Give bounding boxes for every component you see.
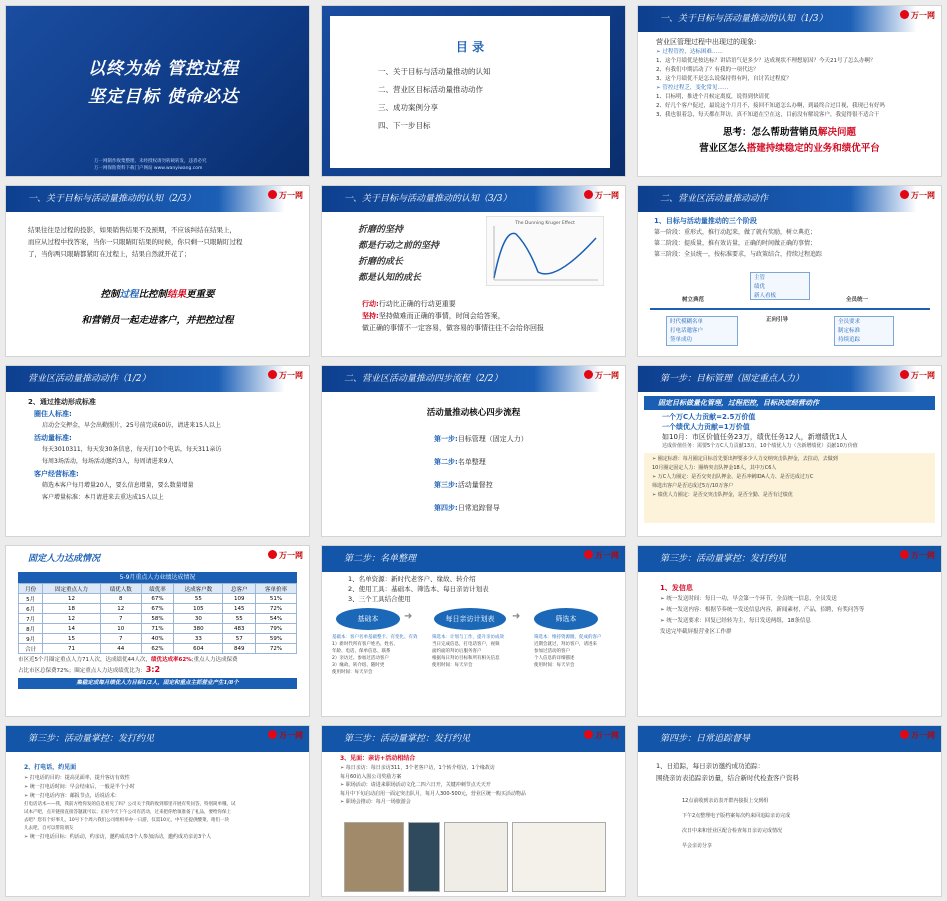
group-text: 客户增量标准：本月请进来去重达成15人以上 — [42, 494, 164, 501]
table-cell: 合计 — [19, 644, 43, 654]
track-item: 围绕亲访表追踪亲访量，结合新时代检查客户资料 — [656, 774, 799, 782]
track-note: 12点前收到亲访表开群内接报上交到组 — [682, 798, 769, 804]
call-rule: ➢ 统一打电话内容：邮报节点，话说话术： — [24, 793, 120, 799]
table-cell: 72% — [256, 644, 297, 654]
table-cell: 10 — [100, 624, 141, 634]
svg-text:The Dunning Kruger Effect: The Dunning Kruger Effect — [515, 221, 575, 226]
slide-header: 第三步：活动量掌控：发打约见 — [6, 726, 309, 752]
value-line: 一个万C人力贡献=2.5万价值 — [662, 413, 756, 421]
slide-header: 第四步：日常追踪督导 — [638, 726, 941, 752]
table-cell: 55 — [223, 614, 256, 624]
slide-name-list[interactable] — [321, 545, 626, 717]
logo-icon — [584, 730, 593, 739]
table-cell: 604 — [174, 644, 223, 654]
activity-photo — [408, 822, 440, 892]
meet-rule: ➢ 职场会推动：每月一场旅游会 — [340, 799, 411, 805]
table-row — [19, 604, 297, 614]
timeline-line — [650, 308, 930, 310]
cover-title-2: 坚定目标 使命必达 — [88, 87, 239, 107]
toc-item[interactable]: 一、关于目标与活动量推动的认知 — [378, 67, 491, 76]
slide-phone-calls[interactable] — [5, 725, 310, 897]
slide-toc[interactable] — [321, 5, 626, 177]
problem-line: 3、这个月绩优不是怎么说保持得有吗，自讨苦过程度？ — [656, 76, 792, 82]
slide-header: 第三步：活动量掌控：发打约见 — [322, 726, 625, 752]
brand-logo: 万一网 — [900, 190, 935, 201]
group-title: 圈住人标准: — [34, 410, 72, 418]
stage-label: 正向引导 — [766, 317, 789, 323]
toc-panel — [330, 16, 610, 168]
group-text: 每周3场活动，每场活动邀约3人，每周请进来9人 — [42, 458, 174, 465]
call-rule: ➢ 打电话的目的：提高见面率，提升客访有效性 — [24, 775, 130, 781]
send-rule: 发送完毕截屏报营业区工作群 — [660, 629, 732, 635]
result-band: 集稳定成每月绩优人力目标1/2人，固定和重点主抓营业产生1/8个 — [18, 678, 297, 689]
result-note: 市区近5个月圈定重点人力71人次，达成绩优44人次，绩优达成率62%;重点人力达成保费 — [18, 657, 238, 663]
table-cell: 44 — [100, 644, 141, 654]
slide-header: 一、关于目标与活动量推动的认知（1/3） — [638, 6, 941, 32]
section-heading: 1、发信息 — [660, 584, 693, 592]
toc-item[interactable]: 四、下一步目标 — [378, 121, 431, 130]
stage-label: 全员统一 — [846, 297, 869, 303]
para-line: 结果往往是过程的投影，如果销售结果不及预期，不应该纠结在结果上， — [28, 226, 236, 234]
manpower-table — [18, 583, 297, 654]
logo-icon — [268, 190, 277, 199]
name-item: 3、三个工具结合使用 — [348, 595, 411, 603]
hand-line: 折磨的坚持 — [358, 225, 404, 235]
brand-logo: 万一网 — [584, 730, 619, 741]
table-cell: 33 — [174, 634, 223, 644]
brand-logo: 万一网 — [268, 190, 303, 201]
slide-cognition-3[interactable] — [321, 185, 626, 357]
name-item: 2、使用工具：基础本、筛选本、每日亲访计划表 — [348, 585, 489, 593]
brand-logo: 万一网 — [268, 730, 303, 741]
table-cell: 5月 — [19, 594, 43, 604]
table-cell: 7 — [100, 634, 141, 644]
slide-three-stages[interactable] — [637, 185, 942, 357]
table-cell: 51% — [256, 594, 297, 604]
toc-list — [378, 63, 610, 135]
slide-send-messages[interactable] — [637, 545, 942, 717]
stages-heading: 1、目标与活动量推动的三个阶段 — [654, 217, 757, 225]
tool-filter-book[interactable]: 筛选本 — [534, 608, 598, 630]
table-row — [19, 624, 297, 634]
value-line: 一个绩优人力贡献=1万价值 — [662, 423, 750, 431]
para-line: 了，当你两只眼睛都紧盯在过程上，结果自然就开花了； — [28, 250, 191, 258]
call-script: 儿去吧，自可以带陪朋友 — [24, 826, 74, 831]
table-cell: 7月 — [19, 614, 43, 624]
criteria-line: ➢ 万C人力圈定：是否交突击队押金、是否冲刺IDA人力、是否达成过万C — [652, 474, 814, 480]
table-header-cell: 月份 — [19, 584, 43, 594]
table-row — [19, 614, 297, 624]
brand-logo: 万一网 — [584, 190, 619, 201]
slide-header: 第三步：活动量掌控：发打约见 — [638, 546, 941, 572]
slide-grid — [5, 5, 942, 896]
send-rule: ➢ 统一发送要求：回复已经转为主，每日发送两组，18条信息 — [660, 618, 811, 624]
brand-logo: 万一网 — [900, 10, 935, 21]
table-cell: 72% — [256, 604, 297, 614]
group-title: 活动量标准: — [34, 434, 72, 442]
step-item[interactable]: 第四步:日常追踪督导 — [434, 504, 500, 512]
group-text: 筛选本客户每月增量20人，要么信息增量，要么数量增量 — [42, 482, 194, 489]
table-cell: 6月 — [19, 604, 43, 614]
call-script: 试本产吧，点开链接直接答题就可以；正好今天下午公司有活动，过来把你给领准备了礼品，要给你保上 — [24, 810, 231, 815]
persist-line-2: 做正确的事情不一定容易，做容易的事情往往不会给你回报 — [362, 324, 544, 332]
quote-2: 和营销员一起走进客户，并把控过程 — [81, 315, 234, 326]
slide-header: 营业区活动量推动动作（1/2） — [6, 366, 309, 392]
table-cell: 30 — [174, 614, 223, 624]
toc-heading: 目 录 — [455, 40, 485, 54]
slide-daily-tracking[interactable] — [637, 725, 942, 897]
table-cell: 67% — [141, 594, 174, 604]
problem-line: 1、这个月绩优是按达标？讲话语气是多少？达成现状不理想原因？今天21号了怎么办啊？ — [656, 58, 876, 64]
product-photo — [444, 822, 508, 892]
slide-four-steps[interactable] — [321, 365, 626, 537]
table-cell: 145 — [223, 604, 256, 614]
section-heading: 2、打电话，约见面 — [24, 764, 77, 771]
cover-footer-2: 万一网保险资料下载门户网站 www.wanyiwang.com — [94, 166, 203, 171]
table-cell: 14 — [43, 624, 101, 634]
group-text: 启动会交押金，早会出勤照片，25号前完成60访，请进来15人以上 — [42, 422, 221, 429]
criteria-box — [644, 453, 935, 523]
phase-line: 第一阶段：重形式，推行动起来，做了就有奖励，树立典范； — [654, 229, 817, 236]
toc-item[interactable]: 三、成功案例分享 — [378, 103, 438, 112]
stage-mid-box: 主管 绩优 新人看板 — [750, 272, 810, 300]
table-cell: 67% — [141, 604, 174, 614]
table-cell: 58% — [141, 614, 174, 624]
table-row — [19, 634, 297, 644]
logo-icon — [900, 730, 909, 739]
hand-line: 折磨的成长 — [358, 257, 404, 267]
table-header-cell: 客单价率 — [256, 584, 297, 594]
table-header-cell: 绩优率 — [141, 584, 174, 594]
value-line: 如10月：市区价值任务23万，绩优任务12人，新增绩优1人 — [662, 433, 848, 441]
brand-logo: 万一网 — [900, 550, 935, 561]
step-item[interactable]: 第一步:目标管理（固定人力） — [434, 435, 528, 443]
product-photo — [512, 822, 606, 892]
step-item[interactable]: 第二步:名单整理 — [434, 458, 486, 466]
table-cell: 483 — [223, 624, 256, 634]
quote-1: 控制过程比控制结果更重要 — [100, 289, 215, 300]
call-rule: ➢ 统一打电话目标：约活动，约亲访，邀约成功3个人参加活动，邀约成功亲访3个人 — [24, 834, 212, 840]
table-cell: 55 — [174, 594, 223, 604]
track-note: 下午2点整理电子版档案每次约来回追踪亲访完成 — [682, 813, 791, 819]
steps-title: 活动量推动核心四步流程 — [426, 408, 521, 418]
value-line: 达成价值任务：需要5个万C人力贡献13万，10个绩优人力（含新增绩优）贡献10万价值 — [662, 443, 858, 449]
table-cell: 380 — [174, 624, 223, 634]
phase-line: 第三阶段：全员统一，按标准要求，与政策结合，持续过程追踪 — [654, 251, 823, 258]
step-item[interactable]: 第三步:活动量督控 — [434, 481, 493, 489]
tag-1: ➢ 过程管控，达标困难…… — [656, 49, 723, 55]
slide-fixed-manpower[interactable] — [5, 545, 310, 717]
arrow-icon: ➜ — [404, 612, 413, 621]
brand-logo: 万一网 — [268, 370, 303, 381]
activity-photo — [344, 822, 404, 892]
meet-rule: ➢ 每日亲访：每日亲访311，3个老客户访，1个转介绍访，1个缘故访 — [340, 765, 495, 771]
slide-header: 二、营业区活动量推动动作 — [638, 186, 941, 212]
toc-item[interactable]: 二、营业区目标活动量推动动作 — [378, 85, 483, 94]
tool-daily-plan[interactable]: 每日亲访计划表 — [434, 608, 506, 630]
table-header-cell: 达成客户数 — [174, 584, 223, 594]
table-cell: 40% — [141, 634, 174, 644]
table-cell: 15 — [43, 634, 101, 644]
meet-rule: 每月中下旬启动启用一面定突击队月，每月人300-500元，营业区统一购买活动物品 — [340, 790, 526, 797]
brand-logo: 万一网 — [584, 370, 619, 381]
problem-line: 1、目标明，推进个月候定离度，说得到快请优 — [656, 94, 770, 100]
section-heading: 3、见面：亲访+活动相结合 — [340, 755, 416, 762]
criteria-line: 筛选出客户是否达成过5万/10万客户 — [652, 483, 734, 489]
slide-standards[interactable] — [5, 365, 310, 537]
table-cell: 8 — [100, 594, 141, 604]
table-cell: 105 — [174, 604, 223, 614]
persist-line: 坚持:坚持做难而正确的事情，时间会给答案， — [362, 312, 505, 320]
logo-icon — [584, 550, 593, 559]
logo-icon — [900, 550, 909, 559]
logo-icon — [900, 370, 909, 379]
cover-title-1: 以终为始 管控过程 — [88, 59, 239, 79]
group-text: 每天3010311，每天发30条信息，每天打10个电话，每天311亲访 — [42, 446, 222, 453]
problem-line: 2、有我们中期活动了？有我的一项代达？ — [656, 67, 759, 73]
slide-header: 第一步：目标管理（固定重点人力） — [638, 366, 941, 392]
tool-desc-2: 筛选本：计划与工作，提升亲访成效 当日完成信息，打电话客户，视频 面约面的拜访后服务客户 根据每日拜访目标和所有相关信息 使用时间：每天早会 — [432, 635, 504, 668]
logo-icon — [268, 370, 277, 379]
phase-line: 第二阶段：提质量，推有效访量，正确的时间做正确的事情； — [654, 240, 817, 247]
send-rule: ➢ 统一发送时间：每日一功，早会第一个环节，全员统一信息，全员发送 — [660, 596, 837, 602]
slide-header: 一、关于目标与活动量推动的认知（2/3） — [6, 186, 309, 212]
tool-basic-book[interactable]: 基础本 — [336, 608, 400, 630]
brand-logo: 万一网 — [900, 730, 935, 741]
call-rule: ➢ 统一打电话时间：早会结束后，一般是半个小时 — [24, 784, 135, 790]
intro-text: 营业区管理过程中出现过的现象: — [656, 38, 757, 46]
logo-icon — [900, 10, 909, 19]
table-cell: 7 — [100, 614, 141, 624]
criteria-line: ➢ 圈定标准：每月圈定目标首先要出押要多少人力交纳突击队押金，去拉动，去做到 — [652, 456, 838, 462]
tag-2: ➢ 管控过程乏，变化常见…… — [656, 85, 729, 91]
standards-heading: 2、通过推动形成标准 — [28, 398, 96, 406]
cover-footer-1: 万一网制作收集整理，未经授权请勿转载转发，违者必究 — [94, 159, 207, 164]
think-2: 营业区怎么搭建持续稳定的业务和绩优平台 — [699, 143, 880, 154]
send-rule: ➢ 统一发送内容：根据节奏统一发送信息内容，新闻素材，产品，招聘，有奖问答等 — [660, 607, 865, 613]
brand-logo: 万一网 — [584, 550, 619, 561]
brand-logo: 万一网 — [900, 370, 935, 381]
slide-goal-management[interactable] — [637, 365, 942, 537]
think-1: 思考：怎么帮助营销员解决问题 — [722, 127, 857, 138]
table-title: 5-9月重点人力业绩达成情况 — [18, 572, 297, 583]
table-cell: 18 — [43, 604, 101, 614]
slide-cognition-2[interactable] — [5, 185, 310, 357]
track-note: 早会亲访分享 — [682, 843, 713, 849]
table-cell: 62% — [141, 644, 174, 654]
slide-cover[interactable] — [5, 5, 310, 177]
slide-header: 二、营业区活动量推动四步流程（2/2） — [322, 366, 625, 392]
table-row — [19, 644, 297, 654]
tool-desc-1: 基础本：客户名单基础整卡、有变化、有效 1）新时代所有客户姓名、姓名、 年龄、电话、保单信息、联系 2）亲访过、参加过活动客户 3）缘故、转介绍、随时更 使用时间：每天早会 — [332, 635, 418, 675]
result-note-2: 占比市区总保费72%；圈定重点人力达成绩优比为：3:2 — [18, 665, 161, 674]
criteria-line: ➢ 绩优人力圈定：是否交突击队押金，是否全勤、是否有过绩优 — [652, 492, 793, 498]
slide-header: 固定人力达成情况 — [6, 546, 309, 572]
table-header-cell: 总客户 — [223, 584, 256, 594]
table-header-cell: 绩优人数 — [100, 584, 141, 594]
criteria-line: 10月圈定固定人力：圈纳突击队押金18人，其中万C6人 — [652, 465, 777, 471]
brand-logo: 万一网 — [268, 550, 303, 561]
slide-meetings[interactable] — [321, 725, 626, 897]
table-cell: 57 — [223, 634, 256, 644]
para-line: 而应从过程中找答案，当你一只眼睛盯结果的时候，你只剩一只眼睛盯过程 — [28, 238, 243, 246]
meet-rule: ➢ 职场活动：请进来职场活动文化二四六日开，关键冲刺节点天天开 — [340, 782, 491, 788]
slide-header: 一、关于目标与活动量推动的认知（3/3） — [322, 186, 625, 212]
table-cell: 79% — [256, 624, 297, 634]
problem-line: 2、好几个客户促过，最说这个月月不，接回不知道怎么办啊，到最终合过目视，我现已有好吗 — [656, 103, 886, 109]
dunning-kruger-curve — [486, 216, 604, 286]
action-line: 行动:行动比正确的行动更重要 — [362, 300, 456, 308]
stage-left-box: 时代模糊名单 打电话邀客户 签单成功 — [666, 316, 738, 346]
table-header-cell: 固定重点人力 — [43, 584, 101, 594]
tool-desc-3: 筛选本：维持资源圈，促成的客户 近期会就过，拜访客户，请进来 参加过活动的客户 个人信息的详细描述 使用时间：每天早会 — [534, 635, 602, 668]
group-title: 客户经营标准: — [34, 470, 79, 478]
logo-icon — [900, 190, 909, 199]
logo-icon — [268, 730, 277, 739]
problem-line: 3、我也很着急，每天都在拜访，真不知道在空在这，目前没有解说客户，我觉得很不适合干 — [656, 112, 880, 118]
call-script: 去吧？您有个好事儿，10号下个周六我们公司组织举办一日游，仅需10元，中午还提供酸菜，咱们一块 — [24, 818, 229, 823]
logo-icon — [584, 190, 593, 199]
stage-right-box: 全员要求 制定标准 持续追踪 — [834, 316, 894, 346]
hand-line: 都是认知的成长 — [358, 273, 422, 283]
table-row — [19, 594, 297, 604]
handwriting-block — [358, 222, 439, 286]
table-cell: 849 — [223, 644, 256, 654]
table-cell: 71 — [43, 644, 101, 654]
hand-line: 都是行动之前的坚持 — [358, 241, 440, 251]
stage-label: 树立典范 — [682, 297, 705, 303]
table-cell: 109 — [223, 594, 256, 604]
table-cell: 8月 — [19, 624, 43, 634]
meet-rule: 每月60访入围公司奖励方案 — [340, 773, 402, 780]
table-cell: 59% — [256, 634, 297, 644]
goal-banner: 固定目标做量化管理，过程把控，目标决定经营动作 — [644, 396, 935, 410]
table-cell: 12 — [43, 594, 101, 604]
name-item: 1、名单资源：新时代老客户、缘故、转介绍 — [348, 575, 476, 583]
track-note: 次日中来和营业区配合检查每日亲访完成情况 — [682, 828, 783, 834]
logo-icon — [268, 550, 277, 559]
table-cell: 12 — [100, 604, 141, 614]
table-cell: 12 — [43, 614, 101, 624]
call-script: 打电话话术——我，我前方给你发的信息看见了吗？公司关于我的收到那里开展有奖问答，特别简单哦，试 — [24, 802, 236, 807]
slide-header: 第二步：名单整理 — [322, 546, 625, 572]
logo-icon — [584, 370, 593, 379]
slide-cognition-1[interactable] — [637, 5, 942, 177]
table-cell: 9月 — [19, 634, 43, 644]
table-cell: 71% — [141, 624, 174, 634]
arrow-icon: ➜ — [512, 612, 521, 621]
table-cell: 54% — [256, 614, 297, 624]
track-item: 1、日追踪，每日亲访邀约成功追踪： — [656, 762, 765, 770]
